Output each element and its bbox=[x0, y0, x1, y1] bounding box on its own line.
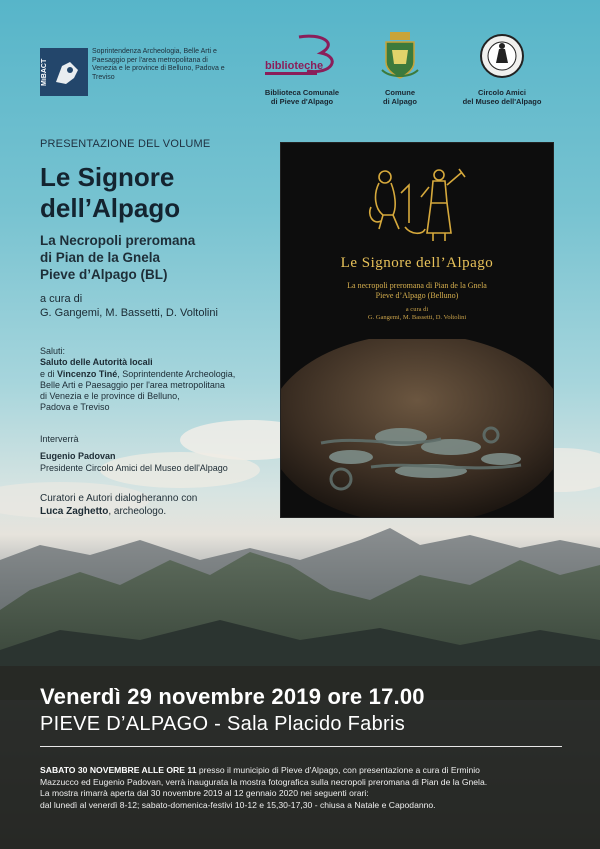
mibact-text: Soprintendenza Archeologia, Belle Arti e Paesaggio per l'area metropolitana di Venezia e le province di Belluno, Padova e Treviso bbox=[92, 48, 225, 81]
curated-label: a cura di bbox=[40, 293, 83, 305]
interviene-block bbox=[40, 434, 280, 474]
mibact-logo bbox=[40, 48, 88, 96]
saluti-line-4: di Venezia e le province di Belluno, bbox=[40, 391, 180, 402]
saluti-line-3: Belle Arti e Paesaggio per l'area metropolitana bbox=[40, 379, 225, 390]
intro-block bbox=[40, 138, 290, 320]
note-line-4: dal lunedì al venerdì 8-12; sabato-domenica-festivi 10-12 e 15,30-17,30 - chiusa a Natale e Capodanno. bbox=[40, 799, 436, 810]
book-figures-icon bbox=[363, 163, 473, 243]
biblioteche-icon bbox=[259, 33, 345, 79]
curatori-name: Luca Zaghetto bbox=[40, 505, 109, 517]
curated-names: G. Gangemi, M. Bassetti, D. Voltolini bbox=[40, 306, 218, 319]
curatori-block bbox=[40, 493, 280, 518]
interviene-label: Interverrà bbox=[40, 434, 79, 444]
event-date: Venerdì 29 novembre 2019 ore 17.00 bbox=[40, 684, 425, 709]
interviene-role: Presidente Circolo Amici del Museo dell'Alpago bbox=[40, 462, 228, 473]
page-title bbox=[40, 162, 290, 224]
mibact-block bbox=[40, 48, 232, 96]
subtitle-line-2: di Pian de la Gnela bbox=[40, 250, 161, 265]
event-venue: PIEVE D’ALPAGO - Sala Placido Fabris bbox=[40, 713, 406, 735]
note-line-1 bbox=[40, 765, 580, 777]
partner-comune bbox=[370, 30, 430, 106]
saluti-line-5: Padova e Treviso bbox=[40, 402, 110, 413]
book-curated-names: G. Gangemi, M. Bassetti, D. Voltolini bbox=[367, 314, 467, 321]
saluti-block bbox=[40, 346, 280, 414]
curatori-line-1: Curatori e Autori dialogheranno con bbox=[40, 493, 198, 504]
book-curated-label: a cura di bbox=[405, 306, 429, 313]
partner-biblioteca-line1: Biblioteca Comunale bbox=[264, 88, 340, 97]
title-line-1: Le Signore bbox=[40, 162, 175, 192]
coat-of-arms-icon bbox=[380, 30, 420, 82]
partner-circolo-line1: Circolo Amici bbox=[477, 88, 527, 97]
book-cover bbox=[281, 143, 553, 517]
svg-text:biblioteche: biblioteche bbox=[265, 60, 324, 72]
circolo-seal-icon bbox=[479, 33, 525, 79]
book-subtitle bbox=[281, 281, 553, 301]
divider bbox=[40, 746, 562, 747]
partner-circolo bbox=[448, 30, 556, 106]
biblioteche-logo bbox=[252, 30, 352, 82]
curatori-suffix: , archeologo. bbox=[108, 505, 167, 517]
book-cover-photo bbox=[281, 339, 553, 517]
partner-biblioteca-line2: di Pieve d'Alpago bbox=[270, 97, 334, 106]
book-title: Le Signore dell’Alpago bbox=[340, 255, 494, 271]
partner-biblioteca bbox=[252, 30, 352, 106]
curated-by bbox=[40, 293, 290, 320]
curatori-line-2 bbox=[40, 506, 280, 519]
book-subtitle-line-1: La necropoli preromana di Pian de la Gnela bbox=[347, 281, 487, 290]
partner-comune-line1: Comune bbox=[385, 88, 415, 97]
kicker: PRESENTAZIONE DEL VOLUME bbox=[40, 138, 211, 150]
partner-circolo-line2: del Museo dell'Alpago bbox=[462, 97, 542, 106]
note-line-3: La mostra rimarrà aperta dal 30 novembre 2019 al 12 gennaio 2020 nei seguenti orari: bbox=[40, 788, 369, 798]
note-line-1-text: presso il municipio di Pieve d'Alpago, con presentazione a cura di Erminio bbox=[196, 765, 480, 775]
subtitle-line-3: Pieve d’Alpago (BL) bbox=[40, 267, 168, 282]
coat-of-arms-logo bbox=[370, 30, 430, 82]
saluti-line-1: Saluto delle Autorità locali bbox=[40, 357, 153, 368]
title-line-2: dell’Alpago bbox=[40, 193, 181, 223]
saluti-line-2-post: , Soprintendente Archeologia, bbox=[117, 368, 236, 379]
book-curated bbox=[281, 306, 553, 322]
note-line-2: Mazzucco ed Eugenio Padovan, verrà inaugurata la mostra fotografica sulla necropoli preromana di Pian de la Gnela. bbox=[40, 776, 488, 787]
saluti-speaker-name: Vincenzo Tiné bbox=[57, 368, 118, 379]
saluti-line-2-pre: e di bbox=[40, 368, 58, 379]
subtitle bbox=[40, 232, 290, 283]
partner-comune-line2: di Alpago bbox=[383, 97, 417, 106]
note-date: SABATO 30 NOVEMBRE ALLE ORE 11 bbox=[40, 765, 197, 775]
saluti-line-2 bbox=[40, 369, 280, 380]
exhibition-note bbox=[40, 765, 580, 811]
saluti-label: Saluti: bbox=[40, 346, 66, 356]
mibact-tag: MiBACT bbox=[41, 58, 48, 86]
subtitle-line-1: La Necropoli preromana bbox=[40, 233, 196, 248]
book-subtitle-line-2: Pieve d’Alpago (Belluno) bbox=[375, 291, 459, 300]
circolo-seal-logo bbox=[448, 30, 556, 82]
interviene-name: Eugenio Padovan bbox=[40, 451, 116, 462]
